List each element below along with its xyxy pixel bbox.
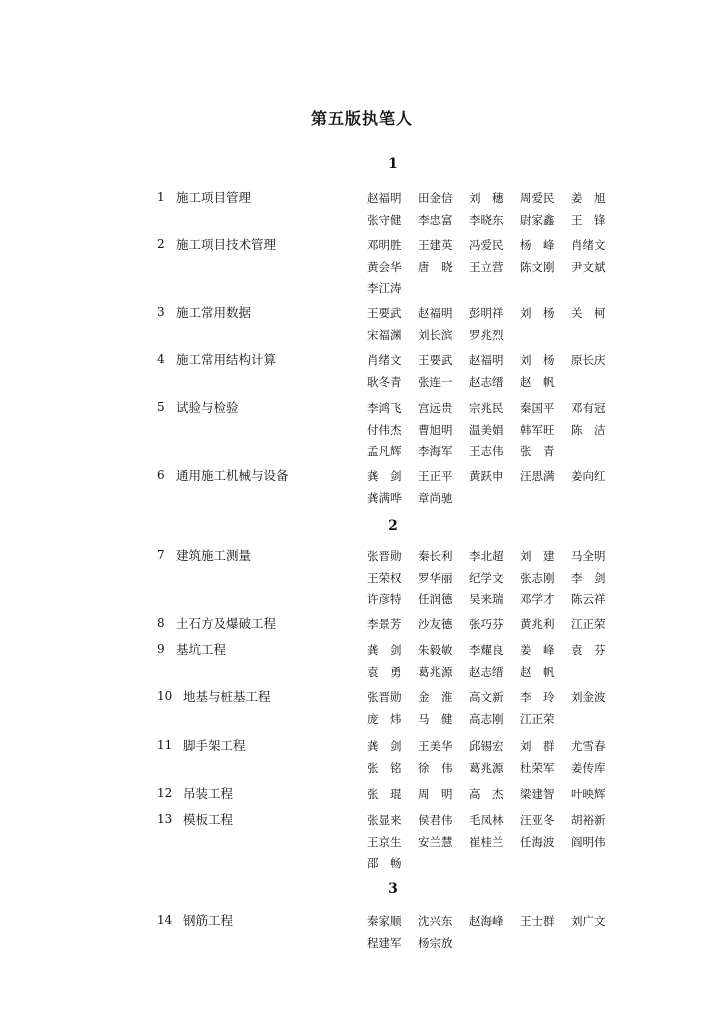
author-name: 沈兴东 [418, 914, 453, 928]
author-name: 章尚驰 [418, 490, 453, 505]
author-name: 马 健 [418, 711, 453, 726]
entry-title: 施工项目管理 [176, 190, 252, 205]
entry-number: 2 [157, 237, 165, 251]
entry-number: 13 [157, 812, 173, 826]
entry-title: 施工项目技术管理 [176, 237, 277, 252]
entry-title: 建筑施工测量 [176, 548, 252, 563]
entry-number: 9 [157, 642, 165, 656]
author-name: 崔桂兰 [469, 834, 504, 849]
author-name: 秦国平 [520, 401, 555, 415]
author-name: 李鸿飞 [367, 401, 402, 415]
author-name: 张晋勋 [367, 690, 402, 704]
author-name: 李忠富 [418, 212, 453, 227]
author-name: 黄跃申 [469, 469, 504, 483]
author-name: 周爱民 [520, 191, 555, 205]
author-names [367, 686, 617, 729]
author-names [367, 783, 617, 805]
author-name: 阎明伟 [571, 834, 606, 849]
author-name: 胡裕新 [571, 813, 606, 827]
author-name: 罗兆烈 [469, 327, 504, 342]
author-name: 龚满哗 [367, 490, 402, 505]
author-names [367, 910, 617, 953]
author-name: 葛兆源 [469, 760, 504, 775]
author-name: 刘 穗 [469, 191, 504, 205]
author-name: 刘金波 [571, 690, 606, 704]
author-name: 赵志缙 [469, 374, 504, 389]
author-name: 梁建智 [520, 787, 555, 801]
author-name: 沙友德 [418, 617, 453, 631]
author-name: 叶映辉 [571, 787, 606, 801]
author-name: 赵志缙 [469, 664, 504, 679]
author-name: 李 玲 [520, 690, 555, 704]
author-name: 黄会华 [367, 259, 402, 274]
author-name: 原长庆 [571, 353, 606, 367]
author-name: 肖绪文 [367, 353, 402, 367]
author-name: 邵 畅 [367, 856, 402, 870]
author-name: 刘 群 [520, 739, 555, 753]
author-name: 赵海峰 [469, 914, 504, 928]
author-name: 王建英 [418, 238, 453, 252]
entry-number: 14 [157, 913, 173, 927]
author-name: 杨 峰 [520, 238, 555, 252]
entry-title: 基坑工程 [176, 642, 227, 657]
author-name: 王荣权 [367, 570, 402, 585]
author-name: 罗华丽 [418, 570, 453, 585]
author-name: 任润德 [418, 592, 453, 606]
author-name: 张志刚 [520, 570, 555, 585]
author-name: 许彦特 [367, 592, 402, 606]
author-name: 耿冬青 [367, 374, 402, 389]
author-name: 唐 晓 [418, 259, 453, 274]
entry-number: 8 [157, 616, 165, 630]
author-name: 刘广文 [571, 914, 606, 928]
author-name: 宫远贵 [418, 401, 453, 415]
author-name: 朱毅敏 [418, 643, 453, 657]
entry-title: 吊装工程 [183, 786, 234, 801]
entry-number: 10 [157, 689, 173, 703]
author-name: 高志刚 [469, 711, 504, 726]
author-name: 龚 剑 [367, 469, 402, 483]
author-names [367, 349, 617, 392]
author-name: 李晓东 [469, 212, 504, 227]
author-name: 尹文斌 [571, 259, 606, 274]
author-name: 王美华 [418, 739, 453, 753]
author-name: 赵福明 [418, 306, 453, 320]
author-name: 王志伟 [469, 444, 504, 458]
author-name: 姜传库 [571, 760, 606, 775]
author-name: 姜向红 [571, 469, 606, 483]
author-name: 刘 杨 [520, 353, 555, 367]
entry-title: 土石方及爆破工程 [176, 616, 277, 631]
author-name: 金 淮 [418, 690, 453, 704]
author-name: 王士群 [520, 914, 555, 928]
author-name: 赵福明 [469, 353, 504, 367]
author-name: 张巧芬 [469, 617, 504, 631]
author-name: 纪学文 [469, 570, 504, 585]
author-name: 葛兆源 [418, 664, 453, 679]
author-name: 关 柯 [571, 306, 606, 320]
author-name: 邱锡宏 [469, 739, 504, 753]
author-name: 邓明胜 [367, 238, 402, 252]
section-number: 3 [388, 881, 398, 897]
author-name: 袁 勇 [367, 664, 402, 679]
author-name: 高 杰 [469, 787, 504, 801]
entry-number: 5 [157, 400, 165, 414]
author-name: 肖绪文 [571, 238, 606, 252]
author-name: 赵 帆 [520, 664, 555, 679]
entry-number: 1 [157, 190, 165, 204]
author-name: 田金信 [418, 191, 453, 205]
author-name: 刘 杨 [520, 306, 555, 320]
author-name: 张晋勋 [367, 549, 402, 563]
author-name: 王要武 [367, 306, 402, 320]
author-name: 龚 剑 [367, 739, 402, 753]
author-name: 江正荣 [520, 711, 555, 726]
author-name: 韩军旺 [520, 422, 555, 437]
author-name: 李海军 [418, 444, 453, 458]
author-name: 程建军 [367, 935, 402, 950]
author-name: 马全明 [571, 549, 606, 563]
author-name: 吴来瑞 [469, 592, 504, 606]
author-name: 邓学才 [520, 592, 555, 606]
author-name: 刘长滨 [418, 327, 453, 342]
author-name: 黄兆利 [520, 617, 555, 631]
author-name: 李江涛 [367, 281, 402, 295]
section-number: 2 [388, 518, 398, 534]
author-name: 李北超 [469, 549, 504, 563]
author-name: 汪亚冬 [520, 813, 555, 827]
author-name: 付伟杰 [367, 422, 402, 437]
author-name: 王京生 [367, 834, 402, 849]
author-name: 任海波 [520, 834, 555, 849]
author-name: 袁 芬 [571, 643, 606, 657]
author-name: 秦长利 [418, 549, 453, 563]
entry-number: 6 [157, 468, 165, 482]
author-names [367, 613, 617, 635]
author-name: 赵福明 [367, 191, 402, 205]
author-name: 庞 炜 [367, 711, 402, 726]
entry-number: 4 [157, 352, 165, 366]
author-name: 杨宗放 [418, 935, 453, 950]
author-name: 王 锋 [571, 212, 606, 227]
entry-number: 11 [157, 738, 173, 752]
author-name: 徐 伟 [418, 760, 453, 775]
author-name: 温美娟 [469, 422, 504, 437]
page-title: 第五版执笔人 [310, 109, 413, 128]
author-name: 王要武 [418, 353, 453, 367]
author-names [367, 234, 617, 299]
entry-title: 试验与检验 [176, 400, 239, 415]
entry-title: 模板工程 [183, 812, 234, 827]
author-names [367, 735, 617, 778]
author-name: 赵 帆 [520, 374, 555, 389]
author-names [367, 302, 617, 345]
author-name: 孟凡辉 [367, 444, 402, 458]
entry-title: 施工常用结构计算 [176, 352, 277, 367]
author-name: 张守健 [367, 212, 402, 227]
author-name: 尤雪春 [571, 739, 606, 753]
author-name: 周 明 [418, 787, 453, 801]
author-name: 张显来 [367, 813, 402, 827]
author-name: 李景芳 [367, 617, 402, 631]
author-name: 冯爱民 [469, 238, 504, 252]
author-name: 刘 建 [520, 549, 555, 563]
entry-title: 施工常用数据 [176, 305, 252, 320]
author-name: 杜荣军 [520, 760, 555, 775]
author-name: 曹旭明 [418, 422, 453, 437]
author-name: 张 铭 [367, 760, 402, 775]
author-names [367, 545, 617, 610]
author-names [367, 809, 617, 874]
author-names [367, 397, 617, 462]
author-name: 龚 剑 [367, 643, 402, 657]
author-names [367, 465, 617, 508]
author-name: 侯君伟 [418, 813, 453, 827]
author-name: 高文新 [469, 690, 504, 704]
author-name: 彭明祥 [469, 306, 504, 320]
author-name: 毛凤林 [469, 813, 504, 827]
author-name: 陈云祥 [571, 592, 606, 606]
author-name: 张 琨 [367, 787, 402, 801]
entry-number: 12 [157, 786, 173, 800]
author-name: 江正荣 [571, 617, 606, 631]
author-name: 李 剑 [571, 570, 606, 585]
author-names [367, 639, 617, 682]
author-name: 宗兆民 [469, 401, 504, 415]
section-number: 1 [388, 156, 398, 172]
author-name: 李耀良 [469, 643, 504, 657]
entry-title: 通用施工机械与设备 [176, 468, 289, 483]
entry-title: 脚手架工程 [183, 738, 246, 753]
author-name: 宋福渊 [367, 327, 402, 342]
author-name: 陈文刚 [520, 259, 555, 274]
author-name: 张连一 [418, 374, 453, 389]
author-name: 王正平 [418, 469, 453, 483]
author-name: 陈 洁 [571, 422, 606, 437]
author-name: 安兰慧 [418, 834, 453, 849]
author-name: 姜 峰 [520, 643, 555, 657]
entry-title: 钢筋工程 [183, 913, 234, 928]
author-name: 尉家鑫 [520, 212, 555, 227]
entry-title: 地基与桩基工程 [183, 689, 271, 704]
author-name: 王立营 [469, 259, 504, 274]
author-name: 汪思满 [520, 469, 555, 483]
author-name: 秦家顺 [367, 914, 402, 928]
entry-number: 7 [157, 548, 165, 562]
author-name: 张 青 [520, 444, 555, 458]
author-names [367, 187, 617, 230]
author-name: 姜 旭 [571, 191, 606, 205]
author-name: 邓有冠 [571, 401, 606, 415]
entry-number: 3 [157, 305, 165, 319]
